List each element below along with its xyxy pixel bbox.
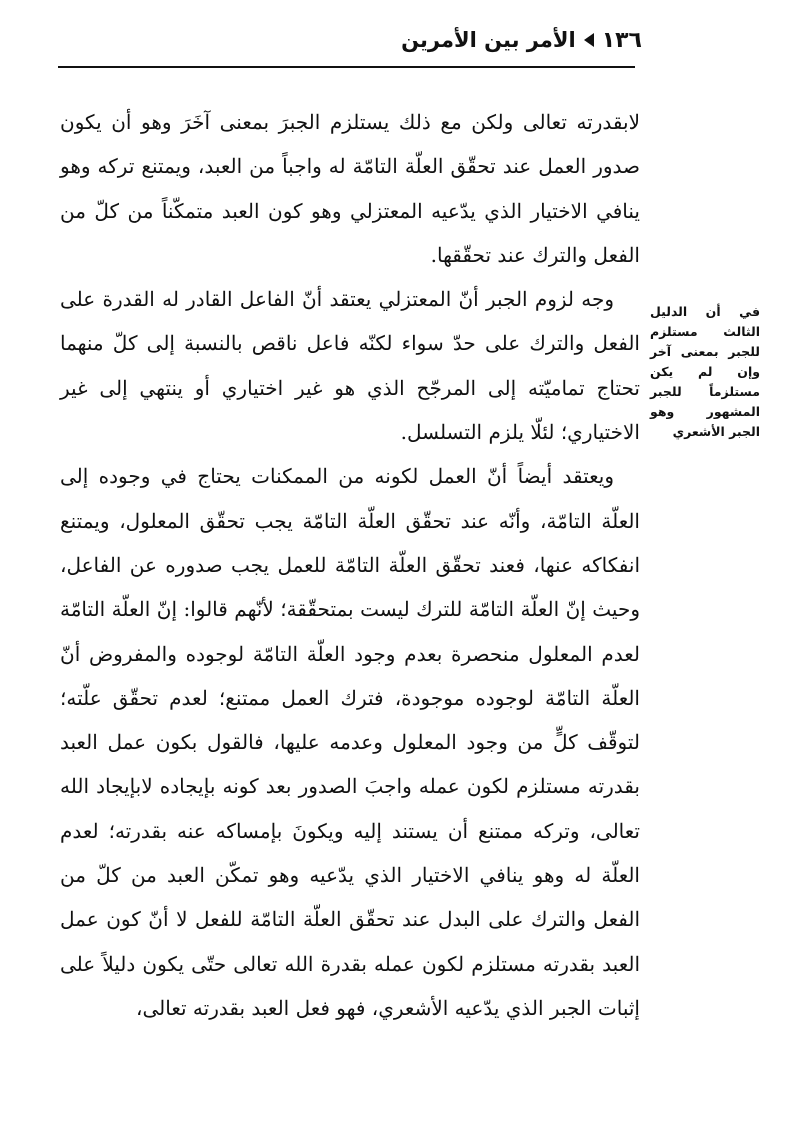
paragraph-2: وجه لزوم الجبر أنّ المعتزلي يعتقد أنّ الفاعل القادر له القدرة على الفعل والترك على حدّ سواء لكنّه فاعل ناقص بالنسبة إلى كلّ منهما تحتاج تماميّته إلى المرجّح الذي هو غير اختياري أو ينتهي إلى غير الاختياري؛ لئلّا يلزم التسلسل. bbox=[60, 287, 640, 445]
running-title: الأمر بين الأمرين bbox=[401, 28, 576, 52]
margin-note: في أن الدليل الثالث مستلزم للجبر بمعنى آخر وإن لم يكن مستلزماً للجبر المشهور وهو الجبر الأشعري bbox=[650, 304, 760, 439]
page-number: ١٣٦ bbox=[601, 27, 642, 53]
main-text bbox=[60, 100, 640, 1030]
header-divider bbox=[58, 66, 635, 68]
arrow-left-icon bbox=[584, 33, 594, 47]
paragraph-3: ويعتقد أيضاً أنّ العمل لكونه من الممكنات يحتاج في وجوده إلى العلّة التامّة، وأنّه عند تحقّق العلّة التامّة يجب تحقّق المعلول، ويمتنع انفكاكه عنها، فعند تحقّق العلّة التامّة للعمل يجب صدوره عن الفاعل، وحيث إنّ العلّة التامّة للترك ليست بمتحقّقة؛ لأنّهم قالوا: إنّ العلّة التامّة لعدم المعلول منحصرة بعدم وجود العلّة التامّة لوجوده والمفروض أنّ العلّة التامّة لوجوده موجودة، فترك العمل ممتنع؛ لعدم تحقّق علّته؛ لتوقّف كلٍّ من وجود المعلول وعدمه عليها، فالقول بكون عمل العبد بقدرته مستلزم لكون عمله واجبَ الصدور بعد كونه بإيجاده لابإيجاد الله تعالى، وتركه ممتنع أن يستند إليه ويكونَ بإمساكه عنه بقدرته؛ لعدم العلّة له وهو ينافي الاختيار الذي يدّعيه وهو تمكّن العبد من كلّ من الفعل والترك على البدل عند تحقّق العلّة التامّة للفعل لا أنّ كون عمل العبد بقدرته مستلزم لكون عمله بقدرة الله تعالى حتّى يكون دليلاً على إثبات الجبر الذي يدّعيه الأشعري، فهو فعل العبد بقدرته تعالى، bbox=[60, 464, 640, 1020]
page-header bbox=[401, 22, 642, 58]
paragraph-1: لابقدرته تعالى ولكن مع ذلك يستلزم الجبرَ بمعنى آخَرَ وهو أن يكون صدور العمل عند تحقّق العلّة التامّة له واجباً من العبد، ويمتنع تركه وهو ينافي الاختيار الذي يدّعيه المعتزلي وهو كون العبد متمكّناً من كلّ من الفعل والترك عند تحقّقها. bbox=[60, 110, 640, 267]
